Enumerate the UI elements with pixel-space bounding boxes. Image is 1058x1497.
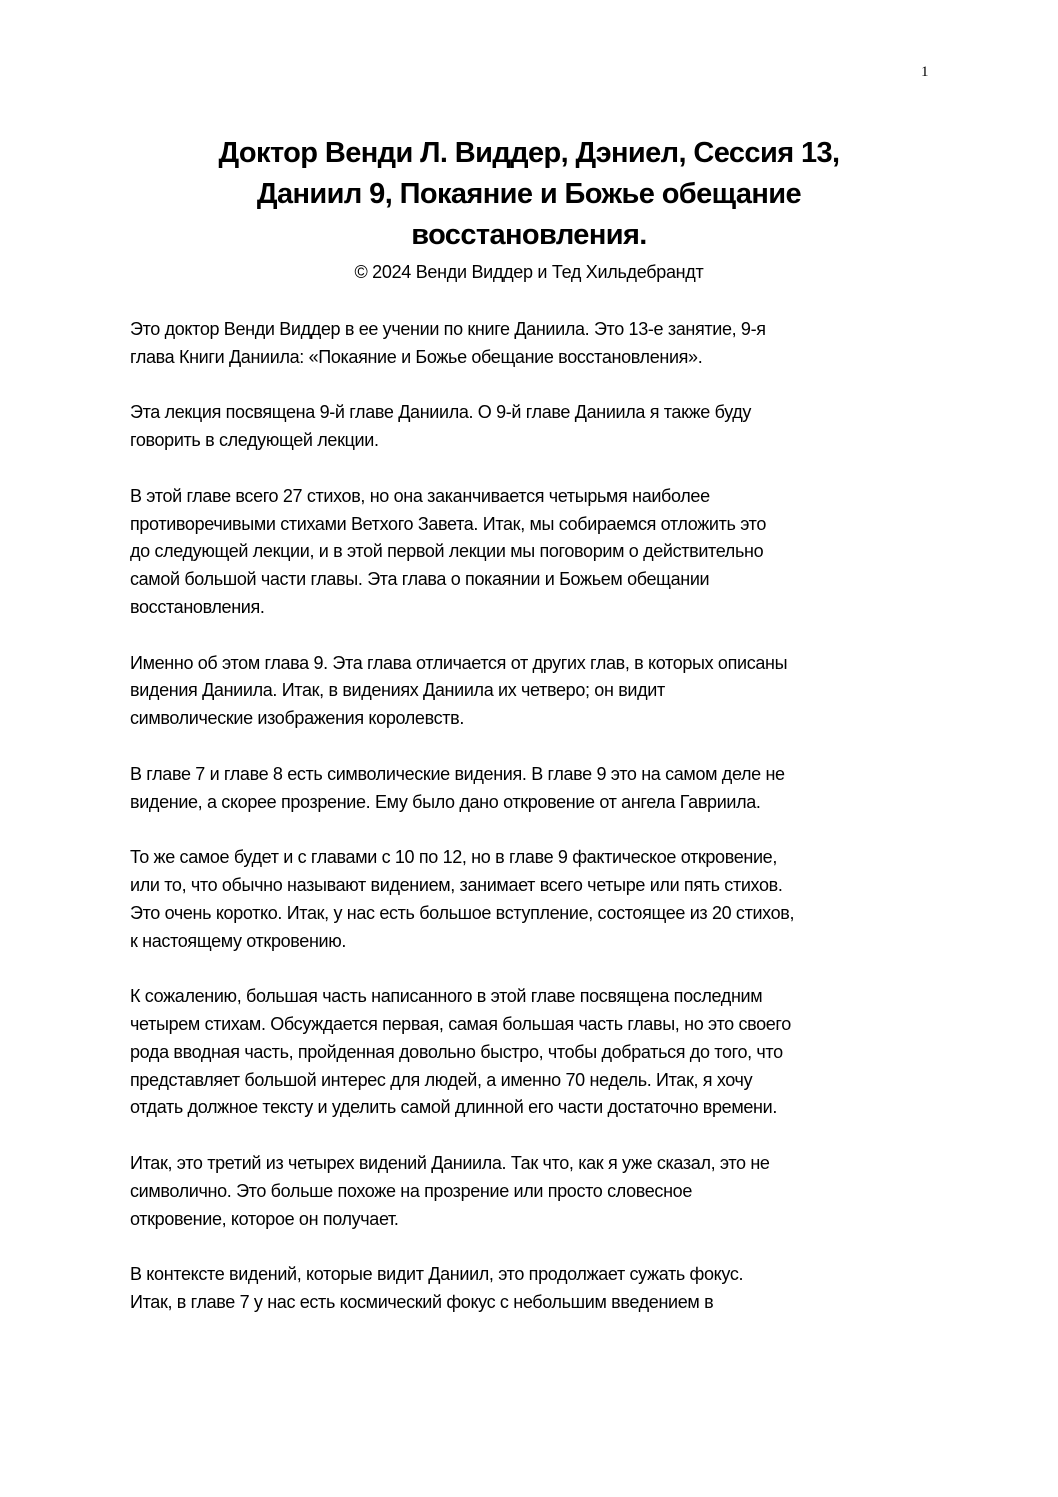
paragraph <box>130 650 794 733</box>
paragraph-line: или то, что обычно называют видением, занимает всего четыре или пять стихов. <box>130 874 783 895</box>
document-body <box>130 316 794 1344</box>
paragraph-line: к настоящему откровению. <box>130 930 347 951</box>
paragraph-line: То же самое будет и с главами с 10 по 12, но в главе 9 фактическое откровение, <box>130 847 777 868</box>
paragraph-line: восстановления. <box>130 596 265 617</box>
paragraph-line: Это очень коротко. Итак, у нас есть большое вступление, состоящее из 20 стихов, <box>130 902 795 923</box>
title-line: Даниил 9, Покаяние и Божье обещание <box>256 178 802 210</box>
paragraph <box>130 1261 794 1317</box>
paragraph-line: до следующей лекции, и в этой первой лекции мы поговорим о действительно <box>130 541 764 562</box>
paragraph-line: видения Даниила. Итак, в видениях Даниила их четверо; он видит <box>130 680 665 701</box>
paragraph-line: говорить в следующей лекции. <box>130 430 379 451</box>
paragraph-line: символические изображения королевств. <box>130 708 464 729</box>
paragraph <box>130 483 794 622</box>
page-number: 1 <box>921 64 929 80</box>
paragraph <box>130 1150 794 1233</box>
paragraph-line: откровение, которое он получает. <box>130 1208 399 1229</box>
paragraph-line: Именно об этом глава 9. Эта глава отличается от других глав, в которых описаны <box>130 652 788 673</box>
paragraph-line: В контексте видений, которые видит Даниил, это продолжает сужать фокус. <box>130 1264 744 1285</box>
paragraph-line: В этой главе всего 27 стихов, но она заканчивается четырьмя наиболее <box>130 485 710 506</box>
paragraph-line: противоречивыми стихами Ветхого Завета. Итак, мы собираемся отложить это <box>130 513 766 534</box>
paragraph <box>130 761 794 817</box>
paragraph-line: видение, а скорее прозрение. Ему было дано откровение от ангела Гавриила. <box>130 791 761 812</box>
title-line: восстановления. <box>411 219 647 251</box>
paragraph <box>130 399 794 455</box>
title-line: Доктор Венди Л. Виддер, Дэниел, Сессия 13, <box>218 137 840 169</box>
paragraph-line: представляет большой интерес для людей, а именно 70 недель. Итак, я хочу <box>130 1069 753 1090</box>
paragraph <box>130 316 794 372</box>
document-title <box>0 133 1058 256</box>
paragraph-line: Это доктор Венди Виддер в ее учении по книге Даниила. Это 13-е занятие, 9-я <box>130 319 766 339</box>
paragraph-line: самой большой части главы. Эта глава о покаянии и Божьем обещании <box>130 569 710 590</box>
paragraph-line: Эта лекция посвящена 9-й главе Даниила. О 9-й главе Даниила я также буду <box>130 402 752 423</box>
paragraph-line: отдать должное тексту и уделить самой длинной его части достаточно времени. <box>130 1097 777 1118</box>
paragraph-line: глава Книги Даниила: «Покаяние и Божье обещание восстановления». <box>130 346 703 367</box>
copyright-line: © 2024 Венди Виддер и Тед Хильдебрандт <box>354 262 704 282</box>
paragraph <box>130 844 794 955</box>
paragraph-line: рода вводная часть, пройденная довольно быстро, чтобы добраться до того, что <box>130 1041 783 1062</box>
paragraph-line: четырем стихам. Обсуждается первая, самая большая часть главы, но это своего <box>130 1013 791 1034</box>
paragraph-line: В главе 7 и главе 8 есть символические видения. В главе 9 это на самом деле не <box>130 763 785 784</box>
paragraph-line: Итак, это третий из четырех видений Даниила. Так что, как я уже сказал, это не <box>130 1152 770 1173</box>
paragraph-line: символично. Это больше похоже на прозрение или просто словесное <box>130 1180 692 1201</box>
paragraph-line: Итак, в главе 7 у нас есть космический фокус с небольшим введением в <box>130 1291 714 1312</box>
paragraph-line: К сожалению, большая часть написанного в этой главе посвящена последним <box>130 986 763 1007</box>
paragraph <box>130 983 794 1122</box>
